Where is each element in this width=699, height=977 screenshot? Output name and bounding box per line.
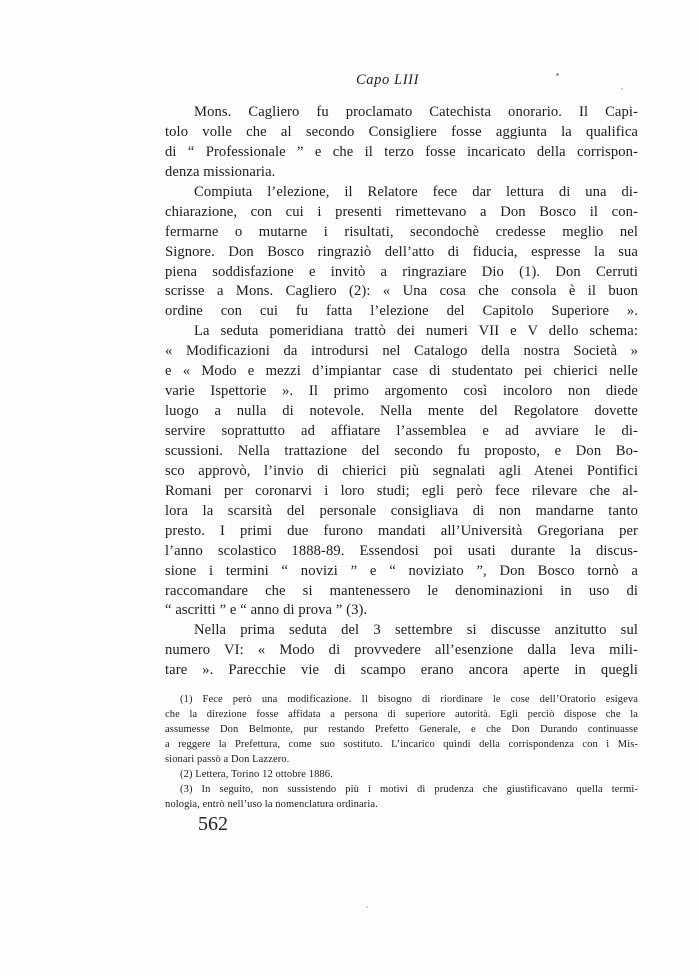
footnote-line: sionari passò a Don Lazzero. — [165, 754, 290, 765]
text-line: luogo a nulla di notevole. Nella mente del Regolatore dovette — [165, 403, 638, 420]
scan-speck — [366, 906, 368, 908]
text-line: Nella prima seduta del 3 settembre si discusse anzitutto sul — [194, 622, 638, 639]
text-line: fermarne o mutarne i risultati, secondochè credesse meglio nel — [165, 223, 638, 240]
text-line: di “ Professionale ” e che il terzo fosse incaricato della corrispon- — [165, 143, 638, 160]
text-line: lora la scarsità del personale consigliava di non mandarne tanto — [165, 502, 638, 519]
text-line: e « Modo e mezzi d’impiantar case di studentato pei chierici nelle — [165, 363, 638, 380]
scan-speck — [621, 88, 623, 90]
text-line: sione i termini “ novizi ” e “ noviziato ”, Don Bosco tornò a — [165, 562, 638, 579]
footnote-line: (1) Fece però una modificazione. Il bisogno di riordinare le cose dell’Oratorio esigeva — [180, 694, 638, 705]
scan-speck — [556, 73, 559, 76]
text-line: Mons. Cagliero fu proclamato Catechista onorario. Il Capi- — [194, 104, 638, 120]
footnote-line: (3) In seguito, non sussistendo più i motivi di prudenza che giustificavano quella termi- — [180, 784, 638, 795]
footnote-line: nologia, entrò nell’uso la nomenclatura ordinaria. — [165, 799, 378, 810]
text-line: chiarazione, con cui i presenti rimettevano a Don Bosco il con- — [165, 203, 638, 220]
text-line: Romani per coronarvi i loro studi; egli però fece rilevare che al- — [165, 482, 638, 499]
footnote-line: (2) Lettera, Torino 12 ottobre 1886. — [180, 769, 333, 780]
text-line: denza missionaria. — [165, 163, 276, 180]
chapter-header: Capo LIII — [356, 72, 419, 88]
text-line: numero VI: « Modo di provvedere all’esenzione dalla leva mili- — [165, 642, 638, 659]
text-line: l’anno scolastico 1888-89. Essendosi poi usati durante la discus- — [165, 542, 638, 559]
text-line: Compiuta l’elezione, il Relatore fece dar lettura di una di- — [194, 183, 638, 200]
text-line: varie Ispettorie ». Il primo argomento così incoloro non diede — [165, 383, 638, 400]
footnotes — [165, 692, 638, 812]
text-line: “ ascritti ” e “ anno di prova ” (3). — [165, 602, 368, 619]
text-line: La seduta pomeridiana trattò dei numeri VII e V dello schema: — [194, 323, 638, 340]
text-line: presto. I primi due furono mandati all’Università Gregoriana per — [165, 522, 638, 539]
body-text — [165, 103, 638, 681]
text-line: piena soddisfazione e invitò a ringraziare Dio (1). Don Cerruti — [165, 263, 638, 280]
text-line: servire soprattutto ad affiatare l’assemblea e ad avviare le di- — [165, 423, 638, 439]
text-line: scrisse a Mons. Cagliero (2): « Una cosa che consola è il buon — [165, 283, 638, 300]
footnote-line: assumesse Don Belmonte, pur restando Prefetto Generale, e che Don Durando continuasse — [165, 724, 638, 735]
footnote-line: a reggere la Prefettura, come suo sostituto. L’incarico quindi della corrispondenza con i Mis- — [165, 739, 638, 750]
text-line: scussioni. Nella trattazione del secondo fu proposto, e Don Bo- — [165, 442, 638, 459]
footnote-line: che la direzione fosse affidata a persona di superiore autorità. Egli perciò dispose che la — [165, 709, 638, 720]
page-number: 562 — [198, 813, 228, 835]
text-line: raccomandare che si mantenessero le denominazioni in uso di — [165, 582, 638, 599]
text-line: « Modificazioni da introdursi nel Catalogo della nostra Società » — [165, 343, 638, 360]
text-line: tare ». Parecchie vie di scampo erano ancora aperte in quegli — [165, 662, 638, 679]
text-line: sco approvò, l’invio di chierici più segnalati agli Atenei Pontifici — [165, 462, 638, 479]
text-line: Signore. Don Bosco ringraziò dell’atto di fiducia, espresse la sua — [165, 243, 638, 260]
text-line: tolo volle che al secondo Consigliere fosse aggiunta la qualifica — [165, 123, 638, 140]
text-line: ordine con cui fu fatta l’elezione del Capitolo Superiore ». — [165, 303, 638, 320]
